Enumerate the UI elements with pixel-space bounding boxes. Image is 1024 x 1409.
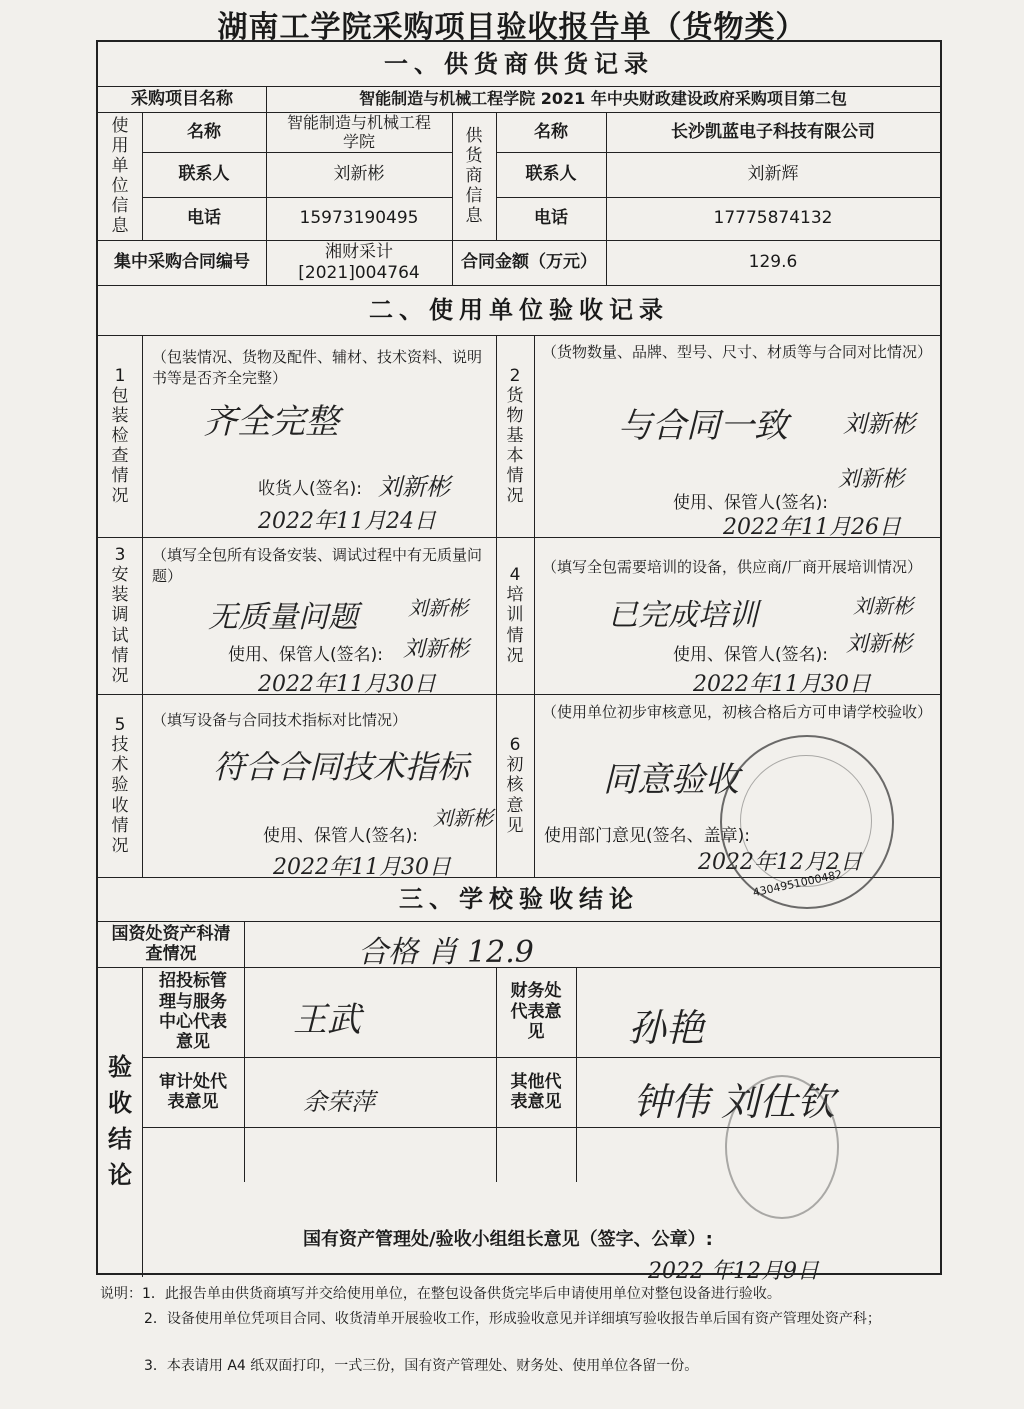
section3-title: 三、学校验收结论 <box>399 884 639 913</box>
item4-content: 已完成培训 <box>608 598 758 633</box>
note-2: 2．设备使用单位凭项目合同、收货清单开展验收工作，形成验收意见并详细填写验收报告单后国有资产管理处资产科； <box>144 1311 881 1327</box>
user-contact-label: 联系人 <box>178 164 230 185</box>
asset-check-label: 国资处资产科清查情况 <box>111 923 231 964</box>
item2-content: 与合同一致 <box>618 406 788 446</box>
official-seal: 4304951000482 <box>720 735 894 909</box>
note-3: 3．本表请用 A4 纸双面打印，一式三份，国有资产管理处、财务处、使用单位各留一份。 <box>144 1358 699 1374</box>
item5-label: 5 技 术 验 收 情 况 <box>111 715 129 856</box>
item1-signature: 刘新彬 <box>378 473 450 501</box>
item4-signature: 刘新彬 <box>846 632 913 657</box>
item4-date: 2022年11月30日 <box>693 672 871 697</box>
item3-hint: （填写全包所有设备安装、调试过程中有无质量问题） <box>152 546 483 585</box>
user-name-label: 名称 <box>187 121 221 142</box>
user-phone-value: 15973190495 <box>299 208 419 229</box>
item2-date: 2022年11月26日 <box>723 515 901 540</box>
item2-signature: 刘新彬 <box>838 467 905 492</box>
item1-label: 1 包 装 检 查 情 况 <box>111 365 129 507</box>
item2-label: 2 货 物 基 本 情 况 <box>506 365 524 507</box>
item5-content: 符合合同技术指标 <box>213 748 470 786</box>
finance-label: 财务处代表意见 <box>510 981 562 1043</box>
item3-date: 2022年11月30日 <box>258 672 436 697</box>
finance-signature: 孙艳 <box>628 1006 705 1050</box>
item6-date: 2022年12月2日 <box>698 850 862 875</box>
item2-hint: （货物数量、品牌、型号、尺寸、材质等与合同对比情况） <box>542 343 933 361</box>
project-name-value: 智能制造与机械工程学院 2021 年中央财政建设政府采购项目第二包 <box>359 89 847 109</box>
user-unit-info-label: 使 用 单 位 信 息 <box>111 115 129 237</box>
item4-label: 4 培 训 情 况 <box>506 565 524 666</box>
other-label: 其他代表意见 <box>510 1071 562 1112</box>
item2-signature-mark: 刘新彬 <box>843 410 915 438</box>
note-1: 说明：1．此报告单由供货商填写并交给使用单位，在整包设备供货完毕后申请使用单位对整包设备进行验收。 <box>100 1286 781 1302</box>
item4-hint: （填写全包需要培训的设备，供应商/厂商开展培训情况） <box>542 558 923 576</box>
contract-amount-value: 129.6 <box>748 252 798 273</box>
bid-center-signature: 王武 <box>293 1000 361 1040</box>
item1-date: 2022年11月24日 <box>258 509 436 534</box>
final-opinion-date: 2022 年12月9日 <box>648 1259 819 1284</box>
user-phone-label: 电话 <box>187 208 221 229</box>
item3-signer-label: 使用、保管人(签名): <box>228 645 383 665</box>
section2-title: 二、使用单位验收记录 <box>369 295 669 324</box>
bid-center-label: 招投标管理与服务中心代表意见 <box>159 971 227 1053</box>
item6-content: 同意验收 <box>603 760 739 800</box>
item4-signature-mark: 刘新彬 <box>853 594 913 618</box>
supplier-contact-value: 刘新辉 <box>747 164 799 185</box>
supplier-contact-label: 联系人 <box>525 164 577 185</box>
other-signature: 钟伟 刘仕钦 <box>633 1080 836 1124</box>
item2-signer-label: 使用、保管人(签名): <box>673 493 828 513</box>
contract-no-value: 湘财采计 [2021]004764 <box>298 242 420 283</box>
user-name-value: 智能制造与机械工程学院 <box>286 112 431 151</box>
section1-title: 一、供货商供货记录 <box>384 49 654 78</box>
item3-signature-mark: 刘新彬 <box>408 596 468 620</box>
item5-hint: （填写设备与合同技术指标对比情况） <box>152 711 408 729</box>
item6-hint: （使用单位初步审核意见，初核合格后方可申请学校验收） <box>542 703 933 721</box>
official-seal-faded <box>725 1075 839 1219</box>
conclusion-label: 验 收 结 论 <box>108 1053 132 1189</box>
project-name-label: 采购项目名称 <box>131 88 233 109</box>
contract-amount-label: 合同金额（万元） <box>461 252 597 273</box>
contract-no-label: 集中采购合同编号 <box>114 252 250 273</box>
page-title: 湖南工学院采购项目验收报告单（货物类） <box>217 10 807 45</box>
final-opinion-label: 国有资产管理处/验收小组组长意见（签字、公章）: <box>303 1229 713 1250</box>
item5-signature: 刘新彬 <box>433 806 493 830</box>
item6-signer-label: 使用部门意见(签名、盖章): <box>544 826 750 846</box>
supplier-info-label: 供 货 商 信 息 <box>465 125 483 227</box>
supplier-phone-label: 电话 <box>534 208 568 229</box>
item5-date: 2022年11月30日 <box>273 855 451 880</box>
asset-check-value: 合格 肖 12.9 <box>358 935 534 970</box>
supplier-name-value: 长沙凯蓝电子科技有限公司 <box>671 121 875 142</box>
audit-label: 审计处代表意见 <box>159 1071 227 1112</box>
supplier-name-label: 名称 <box>534 121 568 142</box>
item5-signer-label: 使用、保管人(签名): <box>263 826 418 846</box>
audit-signature: 余荣萍 <box>303 1088 375 1116</box>
supplier-phone-value: 17775874132 <box>713 208 833 229</box>
item1-hint: （包装情况、货物及配件、辅材、技术资料、说明书等是否齐全完整） <box>152 348 483 387</box>
item3-signature: 刘新彬 <box>403 637 470 662</box>
item3-label: 3 安 装 调 试 情 况 <box>111 545 129 686</box>
item1-signer-label: 收货人(签名): <box>258 479 362 499</box>
user-contact-value: 刘新彬 <box>333 164 385 185</box>
item1-content: 齐全完整 <box>203 402 339 442</box>
item4-signer-label: 使用、保管人(签名): <box>673 645 828 665</box>
item3-content: 无质量问题 <box>208 600 358 635</box>
item6-label: 6 初 核 意 见 <box>506 735 524 836</box>
